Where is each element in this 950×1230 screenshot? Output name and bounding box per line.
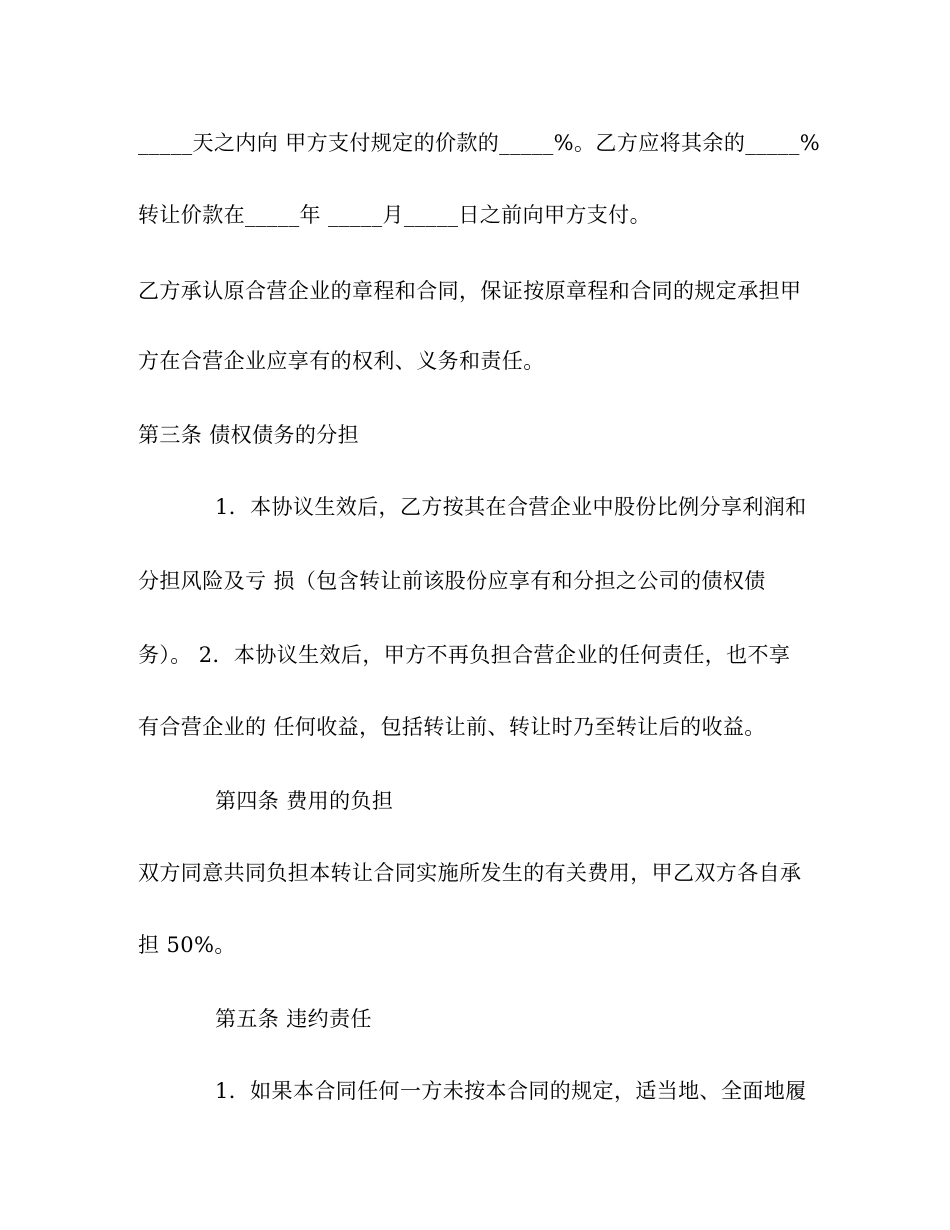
article-3-item-2-line-1: 务）。 2．本协议生效后，甲方不再负担合营企业的任何责任，也不享 bbox=[138, 643, 791, 667]
charter-acceptance-line-2: 方在合营企业应享有的权利、义务和责任。 bbox=[138, 349, 545, 373]
article-4-text-line-1: 双方同意共同负担本转让合同实施所发生的有关费用，甲乙双方各自承 bbox=[138, 861, 802, 885]
article-3-heading: 第三条 债权债务的分担 bbox=[138, 423, 360, 447]
article-4-text-line-2: 担 50%。 bbox=[138, 933, 236, 957]
article-3-item-2-line-2: 有合营企业的 任何收益，包括转让前、转让时乃至转让后的收益。 bbox=[138, 715, 766, 739]
article-4-heading: 第四条 费用的负担 bbox=[215, 789, 394, 813]
payment-clause-line-1: _____天之内向 甲方支付规定的价款的_____%。乙方应将其余的_____% bbox=[138, 131, 821, 155]
article-5-heading: 第五条 违约责任 bbox=[215, 1007, 372, 1031]
article-3-item-1-line-2: 分担风险及亏 损（包含转让前该股份应享有和分担之公司的债权债 bbox=[138, 569, 766, 593]
payment-clause-line-2: 转让价款在_____年 _____月_____日之前向甲方支付。 bbox=[138, 203, 651, 227]
article-5-item-1-line-1: 1．如果本合同任何一方未按本合同的规定，适当地、全面地履 bbox=[215, 1079, 807, 1103]
article-3-item-1-line-1: 1．本协议生效后，乙方按其在合营企业中股份比例分享利润和 bbox=[215, 495, 807, 519]
charter-acceptance-line-1: 乙方承认原合营企业的章程和合同，保证按原章程和合同的规定承担甲 bbox=[138, 279, 802, 303]
